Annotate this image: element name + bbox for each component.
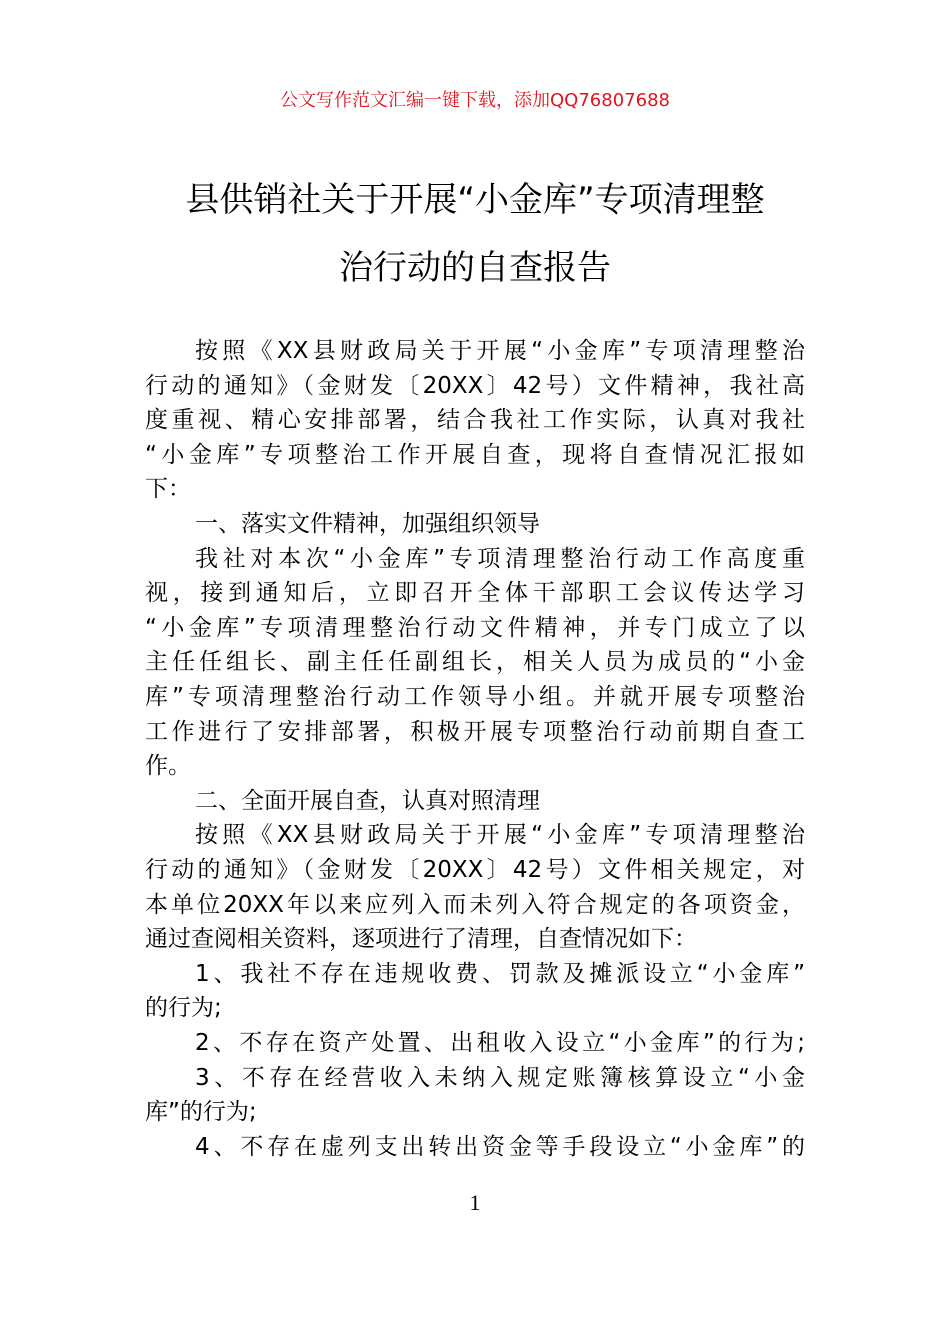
page-number: 1 [469,1190,481,1215]
body-text-line: 行动的通知》（金财发〔20XX〕42号）文件精神，我社高 [145,372,805,399]
body-text-line: 行动的通知》（金财发〔20XX〕42号）文件相关规定，对 [145,857,805,883]
body-text-line: “小金库”专项清理整治行动文件精神，并专门成立了以 [145,614,805,641]
body-text-line: 1、我社不存在违规收费、罚款及摊派设立“小金库” [195,960,805,987]
body-text-line: 一、落实文件精神，加强组织领导 [195,511,540,537]
body-text-line: 4、不存在虚列支出转出资金等手段设立“小金库”的 [195,1133,805,1160]
body-text-line: 的行为; [145,995,222,1022]
body-text-line: 我社对本次“小金库”专项清理整治行动工作高度重 [195,545,805,572]
body-text-line: 通过查阅相关资料，逐项进行了清理，自查情况如下： [145,926,697,953]
body-text-line: 3、不存在经营收入未纳入规定账簿核算设立“小金 [195,1064,805,1091]
body-text-line: 度重视、精心安排部署，结合我社工作实际，认真对我社 [145,407,805,434]
body-text-line: 库”的行为; [145,1099,257,1126]
body-text-line: 二、全面开展自查，认真对照清理 [195,787,540,814]
document-title-line-2: 治行动的自查报告 [339,248,611,288]
body-text-line: 库”专项清理整治行动工作领导小组。并就开展专项整治 [145,684,805,710]
download-watermark-link[interactable]: 公文写作范文汇编一键下载，添加QQ76807688 [280,90,670,111]
body-text-line: 按照《XX县财政局关于开展“小金库”专项清理整治 [195,338,805,364]
body-text-line: 工作进行了安排部署，积极开展专项整治行动前期自查工 [145,718,805,745]
body-text-line: 本单位20XX年以来应列入而未列入符合规定的各项资金， [145,891,805,918]
body-text-line: 视，接到通知后，立即召开全体干部职工会议传达学习 [145,580,805,607]
body-text-line: 2、不存在资产处置、出租收入设立“小金库”的行为; [195,1030,805,1056]
body-text-line: “小金库”专项整治工作开展自查，现将自查情况汇报如 [145,441,805,468]
body-text-line: 作。 [145,753,191,780]
body-text-line: 下： [145,476,191,503]
document-title-line-1: 县供销社关于开展“小金库”专项清理整 [185,180,765,220]
body-text-line: 主任任组长、副主任任副组长，相关人员为成员的“小金 [145,649,805,676]
body-text-line: 按照《XX县财政局关于开展“小金库”专项清理整治 [195,822,805,849]
